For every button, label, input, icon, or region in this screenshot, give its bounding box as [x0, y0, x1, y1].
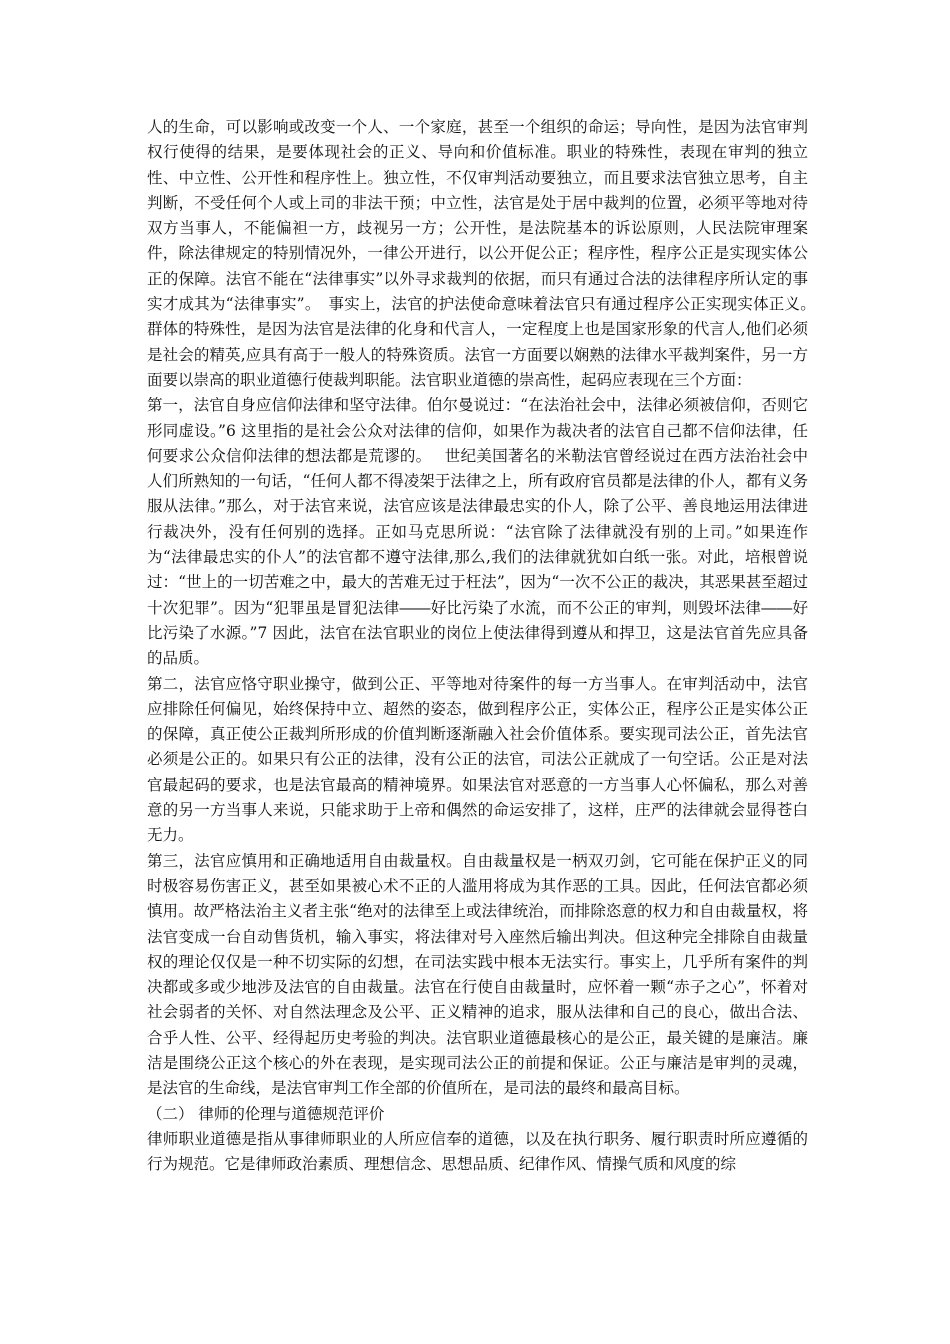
paragraph-judge-characteristics: 人的生命，可以影响或改变一个人、一个家庭，甚至一个组织的命运；导向性，是因为法官审判权行使得的结果，是要体现社会的正义、导向和价值标准。职业的特殊性，表现在审判的独立性、中立性、公开性和程序性上。独立性，不仅审判活动要独立，而且要求法官独立思考，自主判断，不受任何个人或上司的非法干预；中立性，法官是处于居中裁判的位置，必须平等地对待双方当事人，不能偏袒一方，歧视另一方；公开性，是法院基本的诉讼原则，人民法院审理案件，除法律规定的特别情况外，一律公开进行，以公开促公正；程序性，程序公正是实现实体公正的保障。法官不能在“法律事实”以外寻求裁判的依据，而只有通过合法的法律程序所认定的事实才成其为“法律事实”。 事实上，法官的护法使命意味着法官只有通过程序公正实现实体正义。 群体的特殊性，是因为法官是法律的化身和代言人，一定程度上也是国家形象的代言人,他们必须是社会的精英,应具有高于一般人的特殊资质。法官一方面要以娴熟的法律水平裁判案件，另一方面要以崇高的职业道德行使裁判职能。法官职业道德的崇高性，起码应表现在三个方面： — [147, 118, 829, 389]
paragraph-third-discretion: 第三，法官应慎用和正确地适用自由裁量权。自由裁量权是一柄双刃剑，它可能在保护正义的同时极容易伤害正义，甚至如果被心术不正的人滥用将成为其作恶的工具。因此，任何法官都必须慎用。故严格法治主义者主张“绝对的法律至上或法律统治，而排除恣意的权力和自由裁量权，将法官变成一台自动售货机，输入事实，将法律对号入座然后输出判决。但这种完全排除自由裁量权的理论仅仅是一种不切实际的幻想，在司法实践中根本无法实行。事实上，几乎所有案件的判决都或多或少地涉及法官的自由裁量。法官在行使自由裁量时，应怀着一颗“赤子之心”，怀着对社会弱者的关怀、对自然法理念及公平、正义精神的追求，服从法律和自己的良心，做出合法、合乎人性、公平、经得起历史考验的判决。法官职业道德最核心的是公正，最关键的是廉洁。廉洁是围绕公正这个核心的外在表现，是实现司法公正的前提和保证。公正与廉洁是审判的灵魂，是法官的生命线，是法官审判工作全部的价值所在，是司法的最终和最高目标。 — [147, 851, 808, 1098]
paragraph-second-professional-ethics: 第二，法官应恪守职业操守，做到公正、平等地对待案件的每一方当事人。在审判活动中，法官应排除任何偏见，始终保持中立、超然的姿态，做到程序公正，实体公正，程序公正是实体公正的保障，真正使公正裁判所形成的价值判断逐渐融入社会价值体系。要实现司法公正，首先法官必须是公正的。如果只有公正的法律，没有公正的法官，司法公正就成了一句空话。公正是对法官最起码的要求，也是法官最高的精神境界。如果法官对恶意的一方当事人心怀偏私，那么对善意的另一方当事人来说，只能求助于上帝和偶然的命运安排了，这样，庄严的法律就会显得苍白无力。 — [147, 674, 808, 845]
paragraph-first-belief-in-law: 第一，法官自身应信仰法律和坚守法律。伯尔曼说过：“在法治社会中，法律必须被信仰，否则它形同虚设。”6 这里指的是社会公众对法律的信仰，如果作为裁决者的法官自己都不信仰法律，任何要求公众信仰法律的想法都是荒谬的。 世纪美国著名的米勒法官曾经说过在西方法治社会中人们所熟知的一句话，“任何人都不得凌架于法律之上，所有政府官员都是法律的仆人，都有义务服从法律。”那么，对于法官来说，法官应该是法律最忠实的仆人，除了公平、善良地运用法律进行裁决外，没有任何别的选择。正如马克思所说：“法官除了法律就没有别的上司。”如果连作为“法律最忠实的仆人”的法官都不遵守法律,那么,我们的法律就犹如白纸一张。对此，培根曾说过：“世上的一切苦难之中，最大的苦难无过于枉法”，因为“一次不公正的裁决，其恶果甚至超过十次犯罪”。因为“犯罪虽是冒犯法律――好比污染了水流，而不公正的审判，则毁坏法律――好比污染了水源。”7 因此，法官在法官职业的岗位上使法律得到遵从和捍卫，这是法官首先应具备的品质。 — [147, 396, 808, 668]
paragraph-lawyer-ethics-definition: 律师职业道德是指从事律师职业的人所应信奉的道德，以及在执行职务、履行职责时所应遵循的行为规范。它是律师政治素质、理想信念、思想品质、纪律作风、情操气质和风度的综 — [147, 1129, 808, 1174]
document-body — [147, 115, 829, 1177]
section-heading-lawyer-ethics: （二） 律师的伦理与道德规范评价 — [147, 1104, 385, 1123]
